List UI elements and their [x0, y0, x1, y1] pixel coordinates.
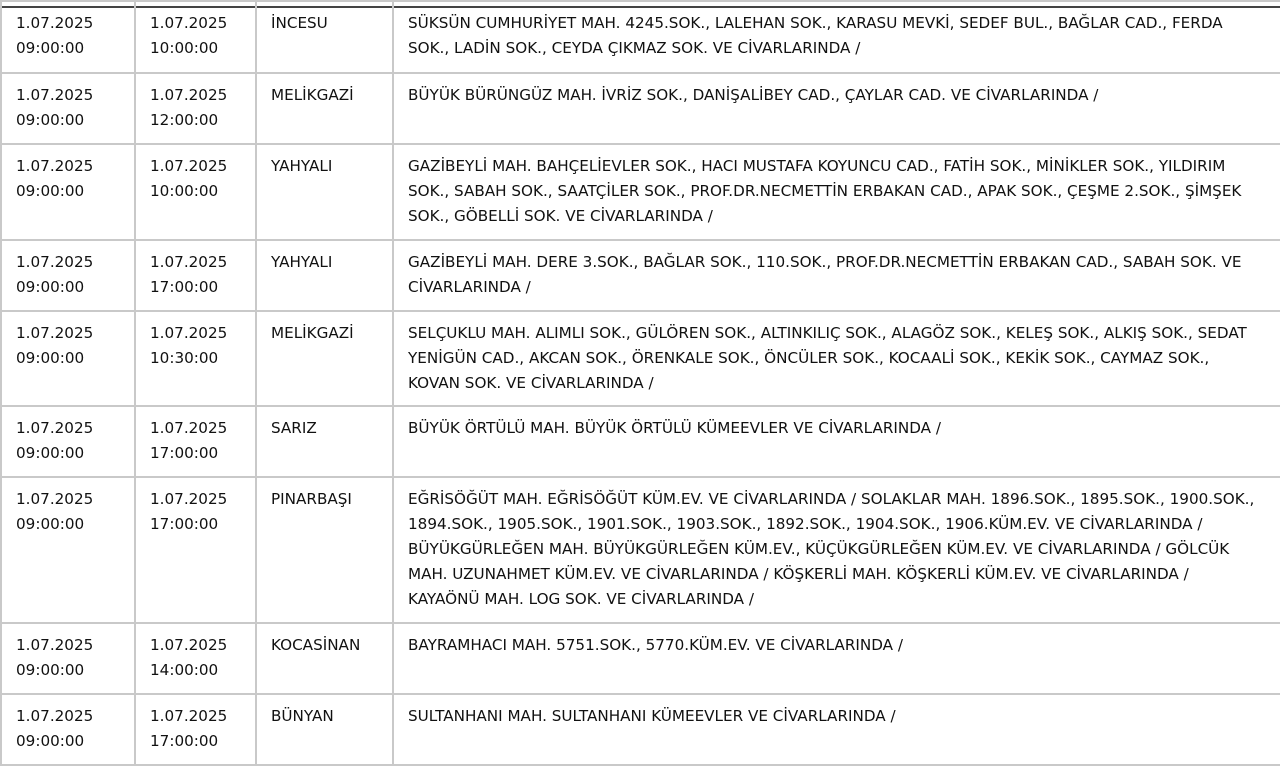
district-cell	[256, 311, 393, 406]
address-cell	[393, 623, 1280, 694]
address-text: SELÇUKLU MAH. ALIMLI SOK., GÜLÖREN SOK., ALTINKILIÇ SOK., ALAGÖZ SOK., KELEŞ SOK., ALKIŞ SOK., SEDAT YENİGÜN CAD., AKCAN SOK., ÖRENKALE SOK., ÖNCÜLER SOK., KOCAALİ SOK., KEKİK SOK., CAYMAZ SOK., KOVAN SOK. VE CİVARLARINDA /	[408, 324, 1247, 392]
address-text: BAYRAMHACI MAH. 5751.SOK., 5770.KÜM.EV. VE CİVARLARINDA /	[408, 636, 903, 654]
address-cell	[393, 406, 1280, 477]
start-datetime-cell	[1, 73, 135, 144]
start-time: 09:00:00	[16, 182, 85, 200]
address-text: GAZİBEYLİ MAH. DERE 3.SOK., BAĞLAR SOK., 110.SOK., PROF.DR.NECMETTİN ERBAKAN CAD., SABAH SOK. VE CİVARLARINDA /	[408, 253, 1242, 296]
end-time: 10:00:00	[150, 39, 219, 57]
start-date: 1.07.2025	[16, 14, 94, 32]
district-name: KOCASİNAN	[271, 636, 361, 654]
end-time: 17:00:00	[150, 278, 219, 296]
start-time: 09:00:00	[16, 39, 85, 57]
end-time: 14:00:00	[150, 661, 219, 679]
address-text: EĞRİSÖĞÜT MAH. EĞRİSÖĞÜT KÜM.EV. VE CİVARLARINDA / SOLAKLAR MAH. 1896.SOK., 1895.SOK., 1900.SOK., 1894.SOK., 1905.SOK., 1901.SOK., 1903.SOK., 1892.SOK., 1904.SOK., 1906.KÜM.EV. VE CİVARLARINDA / BÜYÜKGÜRLEĞEN MAH. BÜYÜKGÜRLEĞEN KÜM.EV., KÜÇÜKGÜRLEĞEN KÜM.EV. VE CİVARLARINDA / GÖLCÜK MAH. UZUNAHMET KÜM.EV. VE CİVARLARINDA / KÖŞKERLİ MAH. KÖŞKERLİ KÜM.EV. VE CİVARLARINDA / KAYAÖNÜ MAH. LOG SOK. VE CİVARLARINDA /	[408, 490, 1255, 608]
district-name: YAHYALI	[271, 253, 333, 271]
district-name: BÜNYAN	[271, 707, 334, 725]
district-cell	[256, 240, 393, 311]
table-row	[1, 73, 1280, 144]
district-name: PINARBAŞI	[271, 490, 352, 508]
district-cell	[256, 623, 393, 694]
start-date: 1.07.2025	[16, 86, 94, 104]
end-datetime-cell	[135, 406, 256, 477]
start-date: 1.07.2025	[16, 707, 94, 725]
address-cell	[393, 694, 1280, 765]
end-datetime-cell	[135, 240, 256, 311]
start-time: 09:00:00	[16, 444, 85, 462]
district-cell	[256, 1, 393, 73]
table-row	[1, 694, 1280, 765]
district-name: İNCESU	[271, 14, 328, 32]
district-name: SARIZ	[271, 419, 317, 437]
start-date: 1.07.2025	[16, 636, 94, 654]
start-time: 09:00:00	[16, 278, 85, 296]
table-row	[1, 1, 1280, 73]
start-datetime-cell	[1, 311, 135, 406]
outage-table-body	[1, 1, 1280, 765]
district-cell	[256, 144, 393, 240]
end-time: 10:00:00	[150, 182, 219, 200]
end-datetime-cell	[135, 73, 256, 144]
table-row	[1, 406, 1280, 477]
table-row	[1, 623, 1280, 694]
end-date: 1.07.2025	[150, 707, 228, 725]
address-cell	[393, 240, 1280, 311]
start-time: 09:00:00	[16, 111, 85, 129]
address-cell	[393, 1, 1280, 73]
end-datetime-cell	[135, 477, 256, 623]
end-date: 1.07.2025	[150, 490, 228, 508]
end-date: 1.07.2025	[150, 636, 228, 654]
end-datetime-cell	[135, 623, 256, 694]
start-date: 1.07.2025	[16, 419, 94, 437]
address-text: SULTANHANI MAH. SULTANHANI KÜMEEVLER VE CİVARLARINDA /	[408, 707, 896, 725]
start-time: 09:00:00	[16, 515, 85, 533]
table-row	[1, 477, 1280, 623]
start-date: 1.07.2025	[16, 253, 94, 271]
start-datetime-cell	[1, 406, 135, 477]
address-text: BÜYÜK BÜRÜNGÜZ MAH. İVRİZ SOK., DANİŞALİBEY CAD., ÇAYLAR CAD. VE CİVARLARINDA /	[408, 86, 1099, 104]
address-text: BÜYÜK ÖRTÜLÜ MAH. BÜYÜK ÖRTÜLÜ KÜMEEVLER VE CİVARLARINDA /	[408, 419, 942, 437]
address-cell	[393, 311, 1280, 406]
address-cell	[393, 477, 1280, 623]
end-date: 1.07.2025	[150, 419, 228, 437]
end-date: 1.07.2025	[150, 86, 228, 104]
start-datetime-cell	[1, 1, 135, 73]
table-row	[1, 144, 1280, 240]
address-cell	[393, 144, 1280, 240]
start-time: 09:00:00	[16, 732, 85, 750]
start-datetime-cell	[1, 240, 135, 311]
end-time: 12:00:00	[150, 111, 219, 129]
district-name: MELİKGAZİ	[271, 324, 354, 342]
district-name: MELİKGAZİ	[271, 86, 354, 104]
address-text: GAZİBEYLİ MAH. BAHÇELİEVLER SOK., HACI MUSTAFA KOYUNCU CAD., FATİH SOK., MİNİKLER SOK., YILDIRIM SOK., SABAH SOK., SAATÇİLER SOK., PROF.DR.NECMETTİN ERBAKAN CAD., APAK SOK., ÇEŞME 2.SOK., ŞİMŞEK SOK., GÖBELLİ SOK. VE CİVARLARINDA /	[408, 157, 1242, 225]
start-time: 09:00:00	[16, 661, 85, 679]
address-text: SÜKSÜN CUMHURİYET MAH. 4245.SOK., LALEHAN SOK., KARASU MEVKİ, SEDEF BUL., BAĞLAR CAD., FERDA SOK., LADİN SOK., CEYDA ÇIKMAZ SOK. VE CİVARLARINDA /	[408, 14, 1223, 57]
end-time: 17:00:00	[150, 515, 219, 533]
end-date: 1.07.2025	[150, 324, 228, 342]
end-time: 17:00:00	[150, 732, 219, 750]
end-datetime-cell	[135, 694, 256, 765]
start-datetime-cell	[1, 477, 135, 623]
end-time: 17:00:00	[150, 444, 219, 462]
end-datetime-cell	[135, 311, 256, 406]
address-cell	[393, 73, 1280, 144]
district-name: YAHYALI	[271, 157, 333, 175]
end-datetime-cell	[135, 144, 256, 240]
district-cell	[256, 406, 393, 477]
end-date: 1.07.2025	[150, 157, 228, 175]
start-date: 1.07.2025	[16, 490, 94, 508]
district-cell	[256, 694, 393, 765]
start-datetime-cell	[1, 144, 135, 240]
start-date: 1.07.2025	[16, 324, 94, 342]
table-row	[1, 240, 1280, 311]
end-datetime-cell	[135, 1, 256, 73]
end-time: 10:30:00	[150, 349, 219, 367]
start-datetime-cell	[1, 623, 135, 694]
start-time: 09:00:00	[16, 349, 85, 367]
end-date: 1.07.2025	[150, 14, 228, 32]
start-datetime-cell	[1, 694, 135, 765]
table-row	[1, 311, 1280, 406]
district-cell	[256, 73, 393, 144]
start-date: 1.07.2025	[16, 157, 94, 175]
end-date: 1.07.2025	[150, 253, 228, 271]
district-cell	[256, 477, 393, 623]
